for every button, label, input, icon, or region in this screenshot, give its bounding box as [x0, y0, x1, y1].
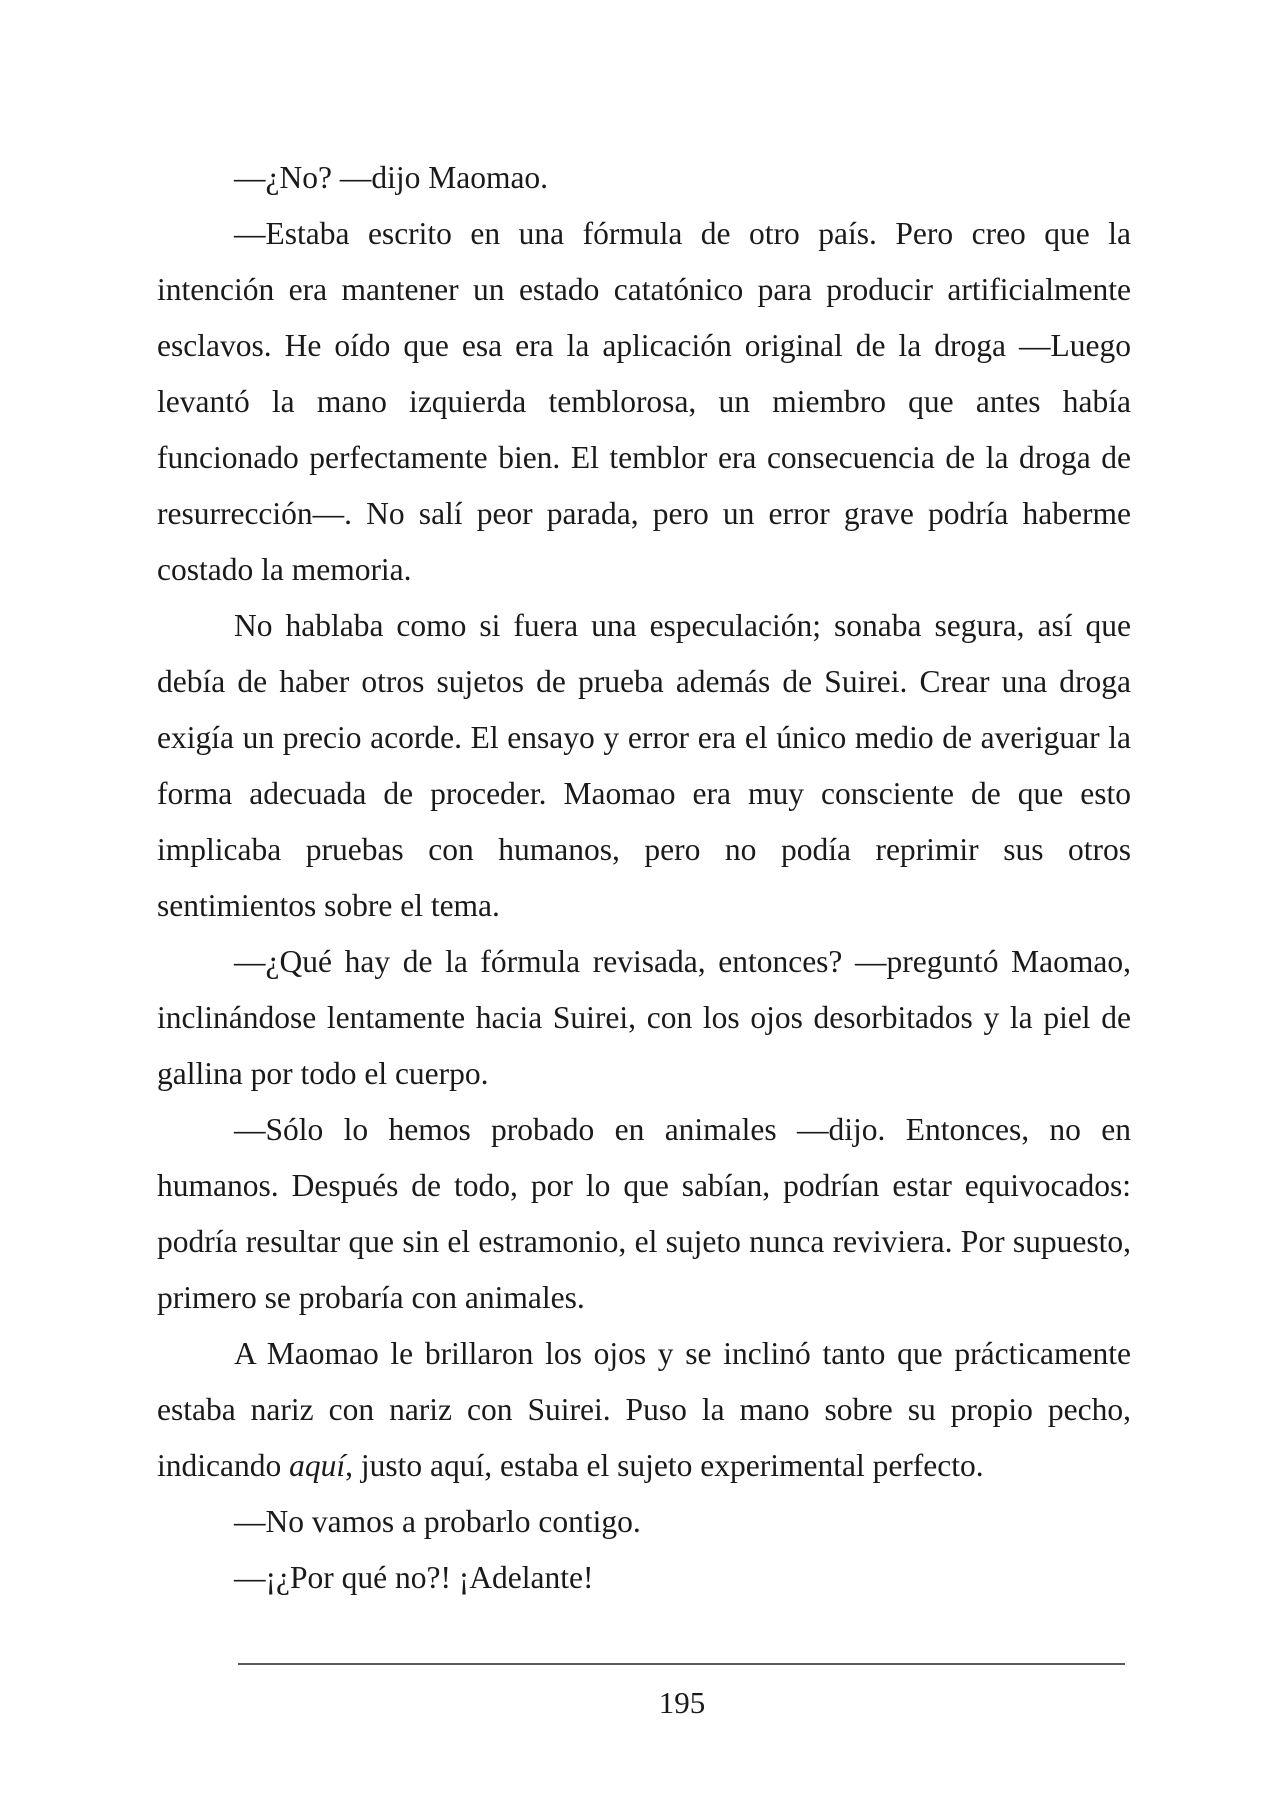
paragraph-6-before: A Maomao le brillaron los ojos y se inclinó tanto que prácticamente estaba nariz con nariz con Suirei. Puso la mano sobre su propio pecho, indicando	[157, 1336, 1131, 1483]
paragraph-6-emphasis: aquí	[289, 1448, 346, 1483]
page-body	[157, 150, 1131, 1606]
footer-divider	[238, 1663, 1125, 1665]
paragraph-8: —¡¿Por qué no?! ¡Adelante!	[234, 1560, 594, 1595]
paragraph-4: —¿Qué hay de la fórmula revisada, entonces? —preguntó Maomao, inclinándose lentamente hacia Suirei, con los ojos desorbitados y la piel de gallina por todo el cuerpo.	[157, 944, 1131, 1091]
paragraph-3: No hablaba como si fuera una especulación; sonaba segura, así que debía de haber otros sujetos de prueba además de Suirei. Crear una droga exigía un precio acorde. El ensayo y error era el único medio de averiguar la forma adecuada de proceder. Maomao era muy consciente de que esto implicaba pruebas con humanos, pero no podía reprimir sus otros sentimientos sobre el tema.	[157, 608, 1131, 923]
paragraph-5: —Sólo lo hemos probado en animales —dijo. Entonces, no en humanos. Después de todo, por lo que sabían, podrían estar equivocados: podría resultar que sin el estramonio, el sujeto nunca reviviera. Por supuesto, primero se probaría con animales.	[157, 1112, 1131, 1315]
paragraph-6-after: , justo aquí, estaba el sujeto experimental perfecto.	[345, 1448, 984, 1483]
page-number: 195	[658, 1685, 706, 1720]
paragraph-2: —Estaba escrito en una fórmula de otro país. Pero creo que la intención era mantener un estado catatónico para producir artificialmente esclavos. He oído que esa era la aplicación original de la droga —Luego levantó la mano izquierda temblorosa, un miembro que antes había funcionado perfectamente bien. El temblor era consecuencia de la droga de resurrección—. No salí peor parada, pero un error grave podría haberme costado la memoria.	[157, 216, 1131, 587]
paragraph-7: —No vamos a probarlo contigo.	[234, 1504, 641, 1539]
paragraph-6	[157, 1326, 1131, 1494]
paragraph-1: —¿No? —dijo Maomao.	[234, 160, 549, 195]
